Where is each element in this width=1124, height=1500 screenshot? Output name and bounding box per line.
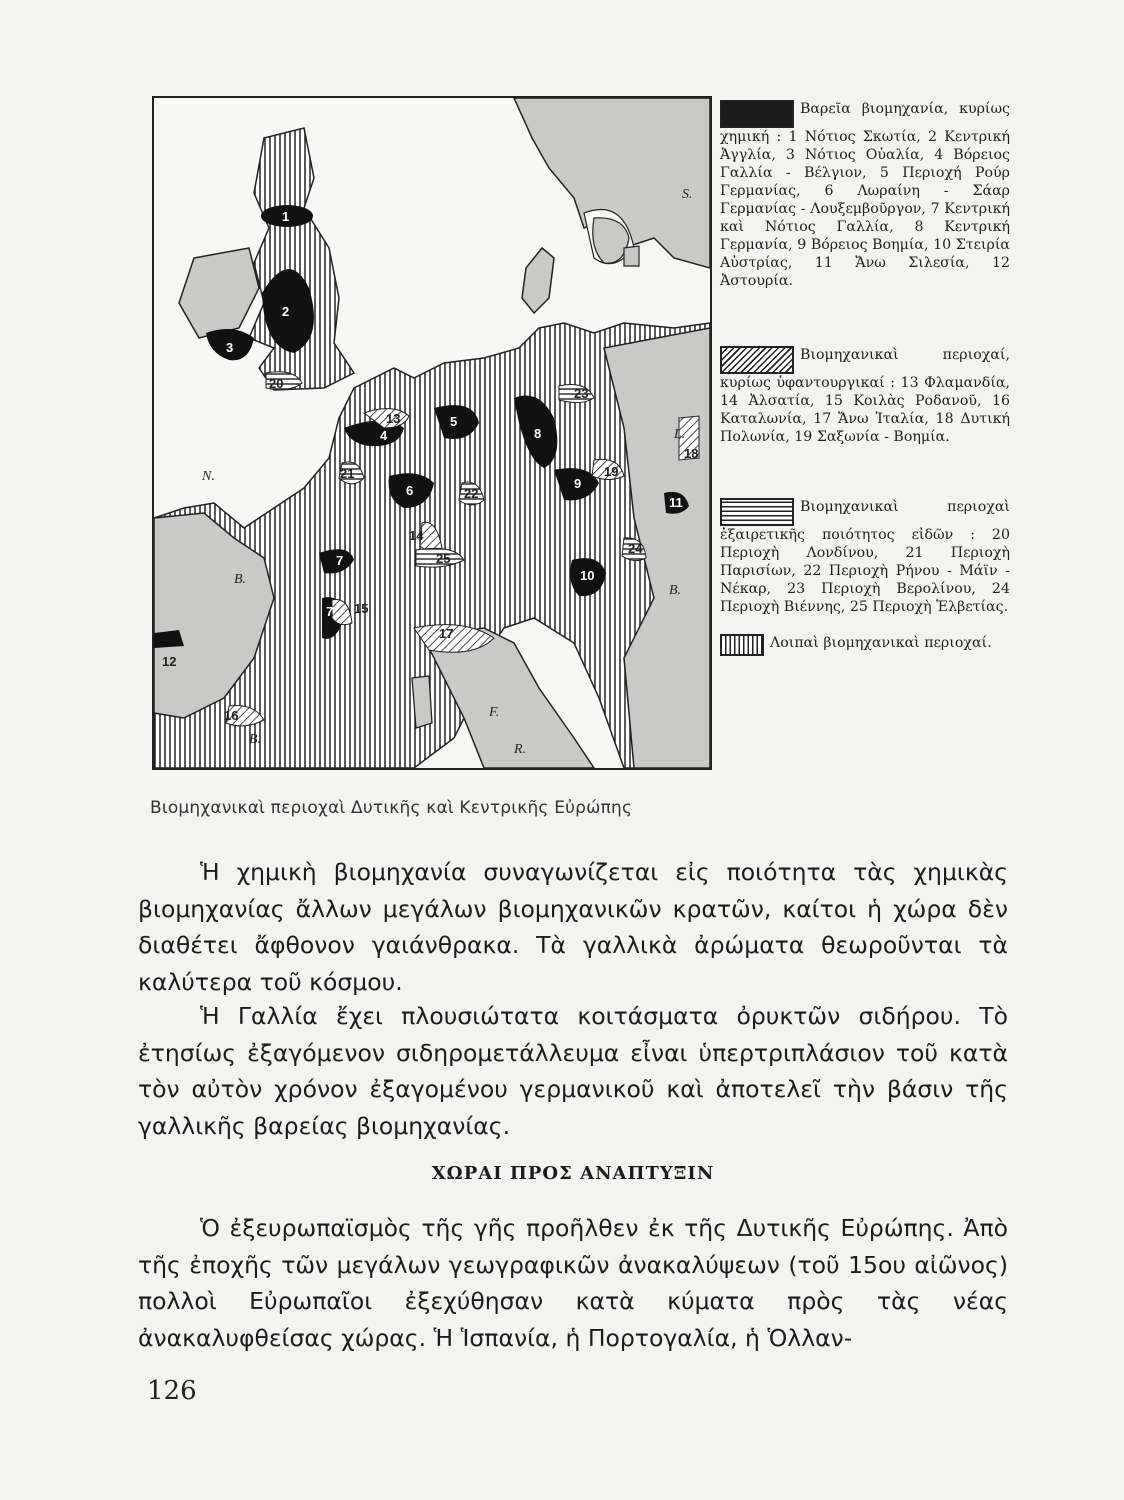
map-label-b1: B. <box>234 572 247 587</box>
map-number-4: 4 <box>380 428 388 443</box>
paragraph-1-text: Ἡ χημικὴ βιομηχανία συναγωνίζεται εἰς ποιότητα τὰς χημικὰς βιομηχανίας ἄλλων μεγάλων βιομηχανικῶν κρατῶν, καίτοι ἡ χώρα δὲν διαθέτει ἄφθονον γαιάνθρακα. Τὰ γαλλικὰ ἀρώματα θεωροῦνται τὰ καλύτερα τοῦ κόσμου. <box>138 858 1008 996</box>
map-number-17: 17 <box>439 626 454 641</box>
map-number-15: 15 <box>354 601 369 616</box>
region-12-shape <box>154 630 184 648</box>
map-number-19: 19 <box>604 464 619 479</box>
map-label-b2: B. <box>249 732 262 747</box>
paragraph-1 <box>138 854 1008 1000</box>
paragraph-2 <box>138 998 1008 1144</box>
map-number-6: 6 <box>406 483 414 498</box>
map-number-7b: 7 <box>326 604 334 619</box>
map-number-8: 8 <box>534 426 542 441</box>
map-label-s: S. <box>682 187 693 202</box>
map-number-12: 12 <box>162 654 177 669</box>
legend-other-industry <box>720 634 1010 656</box>
map-label-f: F. <box>489 705 500 720</box>
paragraph-3 <box>138 1210 1008 1356</box>
map-number-16: 16 <box>224 708 239 723</box>
map-number-14: 14 <box>409 528 424 543</box>
map-legend <box>720 100 1010 656</box>
map-number-18: 18 <box>684 446 699 461</box>
legend-textile-industry <box>720 346 1010 446</box>
heavy-industry-swatch <box>720 100 794 128</box>
map-number-22: 22 <box>464 486 479 501</box>
map-caption: Βιομηχανικαὶ περιοχαὶ Δυτικῆς καὶ Κεντρικῆς Εὐρώπης <box>150 798 633 818</box>
legend-textile-text: Βιομηχανικαὶ περιοχαί, κυρίως ὑφαντουργικαί : 13 Φλαμανδία, 14 Ἀλσατία, 15 Κοιλὰς Ροδανοῦ, 16 Καταλωνία, 17 Ἄνω Ἰταλία, 18 Δυτική Πολωνία, 19 Σαξωνία - Βοημία. <box>720 347 1010 445</box>
paragraph-3-text: Ὁ ἐξευρωπαϊσμὸς τῆς γῆς προῆλθεν ἐκ τῆς Δυτικῆς Εὐρώπης. Ἀπὸ τῆς ἐποχῆς τῶν μεγάλων γεωγραφικῶν ἀνακαλύψεων (τοῦ 15ου αἰῶνος) πολλοὶ Εὐρωπαῖοι ἐξεχύθησαν κατὰ κύματα πρὸς τὰς νέας ἀνακαλυφθείσας χώρας. Ἡ Ἱσπανία, ἡ Πορτογαλία, ἡ Ὁλλαν- <box>138 1214 1008 1352</box>
map-number-13: 13 <box>386 411 401 426</box>
map-number-10: 10 <box>580 568 595 583</box>
textile-swatch <box>720 346 794 374</box>
paragraph-2-text: Ἡ Γαλλία ἔχει πλουσιώτατα κοιτάσματα ὀρυκτῶν σιδήρου. Τὸ ἐτησίως ἐξαγόμενον σιδηρομετάλλευμα εἶναι ὑπερτριπλάσιον τοῦ κατὰ τὸν αὐτὸν χρόνον ἐξαγομένου γερμανικοῦ καὶ ἀποτελεῖ τὴν βάσιν τῆς γαλλικῆς βαρείας βιομηχανίας. <box>138 1002 1008 1140</box>
map-number-23: 23 <box>574 386 589 401</box>
map-number-2: 2 <box>282 304 290 319</box>
page-number: 126 <box>147 1376 197 1406</box>
legend-other-text: Λοιπαὶ βιομηχανικαὶ περιοχαί. <box>770 635 992 651</box>
map-label-r: R. <box>514 742 527 757</box>
map-number-20: 20 <box>269 376 284 391</box>
map-number-1: 1 <box>282 209 290 224</box>
legend-quality-industry <box>720 498 1010 616</box>
map-label-n: N. <box>202 469 215 484</box>
map-number-11: 11 <box>669 495 683 510</box>
map-number-7a: 7 <box>336 553 344 568</box>
map-label-b3: B. <box>669 583 682 598</box>
map-number-9: 9 <box>574 476 582 491</box>
legend-quality-text: Βιομηχανικαὶ περιοχαὶ ἐξαιρετικῆς ποιότητος εἰδῶν : 20 Περιοχὴ Λονδίνου, 21 Περιοχὴ Παρισίων, 22 Περιοχὴ Ρήνου - Μάϊν - Νέκαρ, 23 Περιοχὴ Βερολίνου, 24 Περιοχὴ Βιέννης, 25 Περιοχὴ Ἑλβετίας. <box>720 499 1010 615</box>
map-number-24: 24 <box>628 541 643 556</box>
map-label-l: L. <box>674 427 686 442</box>
legend-heavy-industry <box>720 100 1010 290</box>
other-swatch <box>720 634 764 656</box>
section-heading: ΧΩΡΑΙ ΠΡΟΣ ΑΝΑΠΤΥΞΙΝ <box>431 1163 715 1184</box>
map-number-21: 21 <box>340 466 355 481</box>
map-number-25: 25 <box>436 551 451 566</box>
map-drawing <box>154 98 710 768</box>
map-number-5: 5 <box>450 414 458 429</box>
quality-swatch <box>720 498 794 526</box>
map-number-3: 3 <box>226 340 234 355</box>
industrial-regions-map <box>152 96 712 770</box>
legend-heavy-text: Βαρεῖα βιομηχανία, κυρίως χημική : 1 Νότιος Σκωτία, 2 Κεντρική Ἀγγλία, 3 Νότιος Οὐαλία, 4 Βόρειος Γαλλία - Βέλγιον, 5 Περιοχή Ρούρ Γερμανίας, 6 Λωραίνη - Σάαρ Γερμανίας - Λουξεμβοῦργον, 7 Κεντρική καὶ Νότιος Γαλλία, 8 Κεντρική Γερμανία, 9 Βόρειος Βοημία, 10 Στειρία Αὐστρίας, 11 Ἄνω Σιλεσία, 12 Ἀστουρία. <box>720 101 1010 289</box>
